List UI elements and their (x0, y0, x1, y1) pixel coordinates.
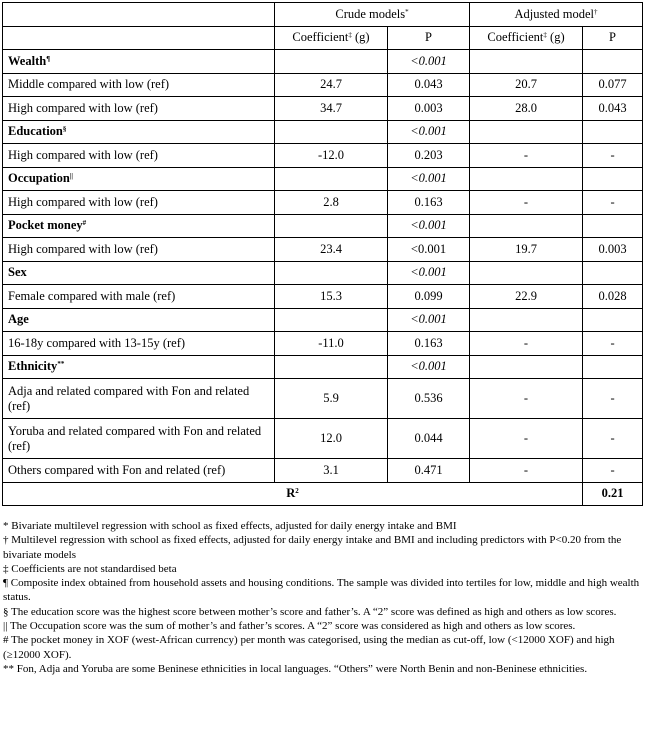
adjusted-coefficient: 20.7 (470, 73, 583, 97)
empty-cell (583, 167, 643, 191)
data-row (3, 144, 643, 168)
group-p-value: <0.001 (388, 214, 470, 238)
row-label: Female compared with male (ref) (3, 285, 275, 309)
empty-cell (470, 261, 583, 285)
adjusted-p-value: - (583, 332, 643, 356)
empty-cell (583, 261, 643, 285)
adjusted-coefficient: - (470, 379, 583, 419)
header-blank-cell (3, 3, 275, 27)
adjusted-coefficient: 22.9 (470, 285, 583, 309)
crude-coefficient: 12.0 (275, 419, 388, 459)
group-label: Pocket money# (3, 214, 275, 238)
empty-cell (470, 355, 583, 379)
empty-cell (583, 214, 643, 238)
group-label: Occupation|| (3, 167, 275, 191)
footnotes (3, 519, 643, 676)
adjusted-coefficient: 28.0 (470, 97, 583, 121)
adjusted-coefficient: - (470, 459, 583, 483)
crude-coefficient: -11.0 (275, 332, 388, 356)
adjusted-p-value: 0.043 (583, 97, 643, 121)
crude-p-value: 0.471 (388, 459, 470, 483)
adjusted-p-value: - (583, 144, 643, 168)
empty-cell (275, 355, 388, 379)
group-p-value: <0.001 (388, 355, 470, 379)
footnote: ¶ Composite index obtained from household assets and housing conditions. The sample was divided into tertiles for low, middle and high wealth status. (3, 577, 640, 604)
group-label: Education§ (3, 120, 275, 144)
row-label: Adja and related compared with Fon and related (ref) (3, 379, 275, 419)
empty-cell (470, 214, 583, 238)
data-row (3, 238, 643, 262)
row-label: High compared with low (ref) (3, 238, 275, 262)
empty-cell (583, 308, 643, 332)
adjusted-p-value: 0.077 (583, 73, 643, 97)
data-row (3, 97, 643, 121)
data-row (3, 285, 643, 309)
crude-p-value: 0.536 (388, 379, 470, 419)
adjusted-coefficient: 19.7 (470, 238, 583, 262)
crude-coefficient: 2.8 (275, 191, 388, 215)
footnote: * Bivariate multilevel regression with school as fixed effects, adjusted for daily energy intake and BMI (3, 520, 457, 532)
empty-cell (470, 120, 583, 144)
r-squared-value: 0.21 (583, 482, 643, 506)
group-row (3, 214, 643, 238)
empty-cell (583, 355, 643, 379)
adjusted-p-value: - (583, 379, 643, 419)
data-row (3, 459, 643, 483)
header-crude-models: Crude models* (275, 3, 470, 27)
row-label: High compared with low (ref) (3, 144, 275, 168)
header-adjusted-model: Adjusted model† (470, 3, 643, 27)
empty-cell (275, 120, 388, 144)
footnote: || The Occupation score was the sum of mother’s and father’s scores. A “2” score was considered as high and others as low scores. (3, 620, 576, 633)
r-squared-row (3, 482, 643, 506)
empty-cell (583, 50, 643, 74)
adjusted-coefficient: - (470, 191, 583, 215)
crude-p-value: 0.163 (388, 332, 470, 356)
empty-cell (470, 167, 583, 191)
adjusted-p-value: - (583, 459, 643, 483)
group-label: Age (3, 308, 275, 332)
group-p-value: <0.001 (388, 120, 470, 144)
adjusted-coefficient: - (470, 332, 583, 356)
crude-coefficient: -12.0 (275, 144, 388, 168)
row-label: Yoruba and related compared with Fon and related (ref) (3, 419, 275, 459)
crude-p-value: 0.043 (388, 73, 470, 97)
adjusted-p-value: 0.003 (583, 238, 643, 262)
empty-cell (275, 50, 388, 74)
empty-cell (275, 214, 388, 238)
header-blank-cell (3, 26, 275, 50)
adjusted-coefficient: - (470, 419, 583, 459)
footnote: ‡ Coefficients are not standardised beta (3, 562, 177, 575)
header-crude-coefficient: Coefficient‡ (g) (275, 26, 388, 50)
row-label: High compared with low (ref) (3, 191, 275, 215)
crude-coefficient: 3.1 (275, 459, 388, 483)
row-label: Middle compared with low (ref) (3, 73, 275, 97)
crude-coefficient: 34.7 (275, 97, 388, 121)
group-label: Wealth¶ (3, 50, 275, 74)
data-row (3, 419, 643, 459)
header-adjusted-coefficient: Coefficient‡ (g) (470, 26, 583, 50)
empty-cell (583, 120, 643, 144)
crude-coefficient: 23.4 (275, 238, 388, 262)
adjusted-coefficient: - (470, 144, 583, 168)
group-p-value: <0.001 (388, 50, 470, 74)
footnote: § The education score was the highest score between mother’s score and father’s. A “2” score was defined as high and others as low scores. (3, 605, 617, 618)
row-label: High compared with low (ref) (3, 97, 275, 121)
adjusted-p-value: 0.028 (583, 285, 643, 309)
data-row (3, 191, 643, 215)
data-row (3, 379, 643, 419)
crude-p-value: 0.003 (388, 97, 470, 121)
group-p-value: <0.001 (388, 308, 470, 332)
group-row (3, 308, 643, 332)
data-row (3, 332, 643, 356)
regression-table (2, 2, 643, 506)
empty-cell (275, 308, 388, 332)
header-adjusted-p: P (583, 26, 643, 50)
crude-p-value: 0.163 (388, 191, 470, 215)
group-row (3, 120, 643, 144)
group-p-value: <0.001 (388, 261, 470, 285)
crude-coefficient: 24.7 (275, 73, 388, 97)
crude-coefficient: 15.3 (275, 285, 388, 309)
footnote: ** Fon, Adja and Yoruba are some Beninese ethnicities in local languages. “Others” were North Benin and non-Beninese ethnicities. (3, 662, 588, 675)
crude-p-value: 0.099 (388, 285, 470, 309)
row-label: 16-18y compared with 13-15y (ref) (3, 332, 275, 356)
footnote: # The pocket money in XOF (west-African currency) per month was categorised, using the median as cut-off, low (<12000 XOF) and high (≥12000 XOF). (3, 634, 615, 661)
group-label: Ethnicity** (3, 355, 275, 379)
header-row-columns (3, 26, 643, 50)
header-row-groups (3, 3, 643, 27)
crude-p-value: 0.044 (388, 419, 470, 459)
crude-p-value: <0.001 (388, 238, 470, 262)
empty-cell (275, 167, 388, 191)
footnote: † Multilevel regression with school as fixed effects, adjusted for daily energy intake and BMI and including predictors with P<0.20 from the bivariate models (3, 534, 622, 561)
group-row (3, 167, 643, 191)
adjusted-p-value: - (583, 419, 643, 459)
empty-cell (470, 50, 583, 74)
row-label: Others compared with Fon and related (ref) (3, 459, 275, 483)
data-row (3, 73, 643, 97)
group-label: Sex (3, 261, 275, 285)
group-row (3, 355, 643, 379)
empty-cell (470, 308, 583, 332)
group-p-value: <0.001 (388, 167, 470, 191)
group-row (3, 50, 643, 74)
empty-cell (275, 261, 388, 285)
group-row (3, 261, 643, 285)
crude-p-value: 0.203 (388, 144, 470, 168)
adjusted-p-value: - (583, 191, 643, 215)
r-squared-label: $R^2$ (3, 482, 583, 506)
crude-coefficient: 5.9 (275, 379, 388, 419)
header-crude-p: P (388, 26, 470, 50)
